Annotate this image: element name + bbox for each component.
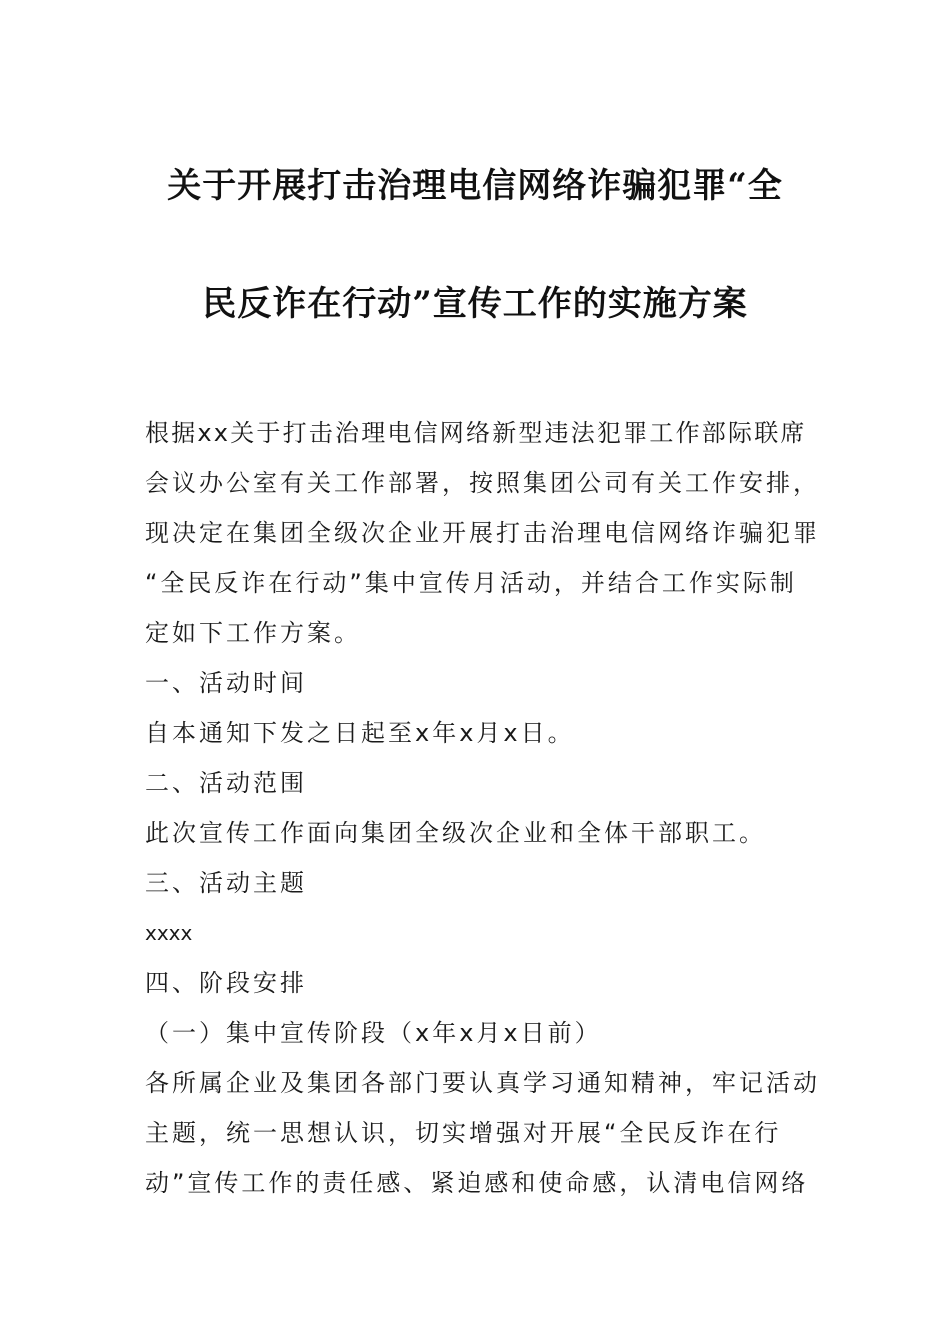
body-line: 定如下工作方案。 <box>145 619 361 647</box>
body-line: “全民反诈在行动”集中宣传月活动，并结合工作实际制 <box>145 569 797 597</box>
body-line: xxxx <box>145 921 193 945</box>
section-heading: 四、阶段安排 <box>145 969 307 997</box>
section-heading: 一、活动时间 <box>145 669 307 697</box>
section-heading: 三、活动主题 <box>145 869 307 897</box>
document-title-line-1: 关于开展打击治理电信网络诈骗犯罪“全 <box>167 166 783 206</box>
body-line: 自本通知下发之日起至x年x月x日。 <box>145 719 575 747</box>
document-body <box>145 408 820 1208</box>
body-line: 主题，统一思想认识，切实增强对开展“全民反诈在行 <box>145 1119 782 1147</box>
subsection-heading: （一）集中宣传阶段（x年x月x日前） <box>145 1019 602 1047</box>
body-line: 此次宣传工作面向集团全级次企业和全体干部职工。 <box>145 819 766 847</box>
body-line: 动”宣传工作的责任感、紧迫感和使命感，认清电信网络 <box>145 1169 809 1197</box>
body-line: 各所属企业及集团各部门要认真学习通知精神，牢记活动 <box>145 1069 820 1097</box>
body-line: 会议办公室有关工作部署，按照集团公司有关工作安排， <box>145 469 820 497</box>
document-title-line-2: 民反诈在行动”宣传工作的实施方案 <box>202 284 748 324</box>
section-heading: 二、活动范围 <box>145 769 307 797</box>
body-line: 现决定在集团全级次企业开展打击治理电信网络诈骗犯罪 <box>145 519 820 547</box>
body-line: 根据xx关于打击治理电信网络新型违法犯罪工作部际联席 <box>145 419 807 447</box>
